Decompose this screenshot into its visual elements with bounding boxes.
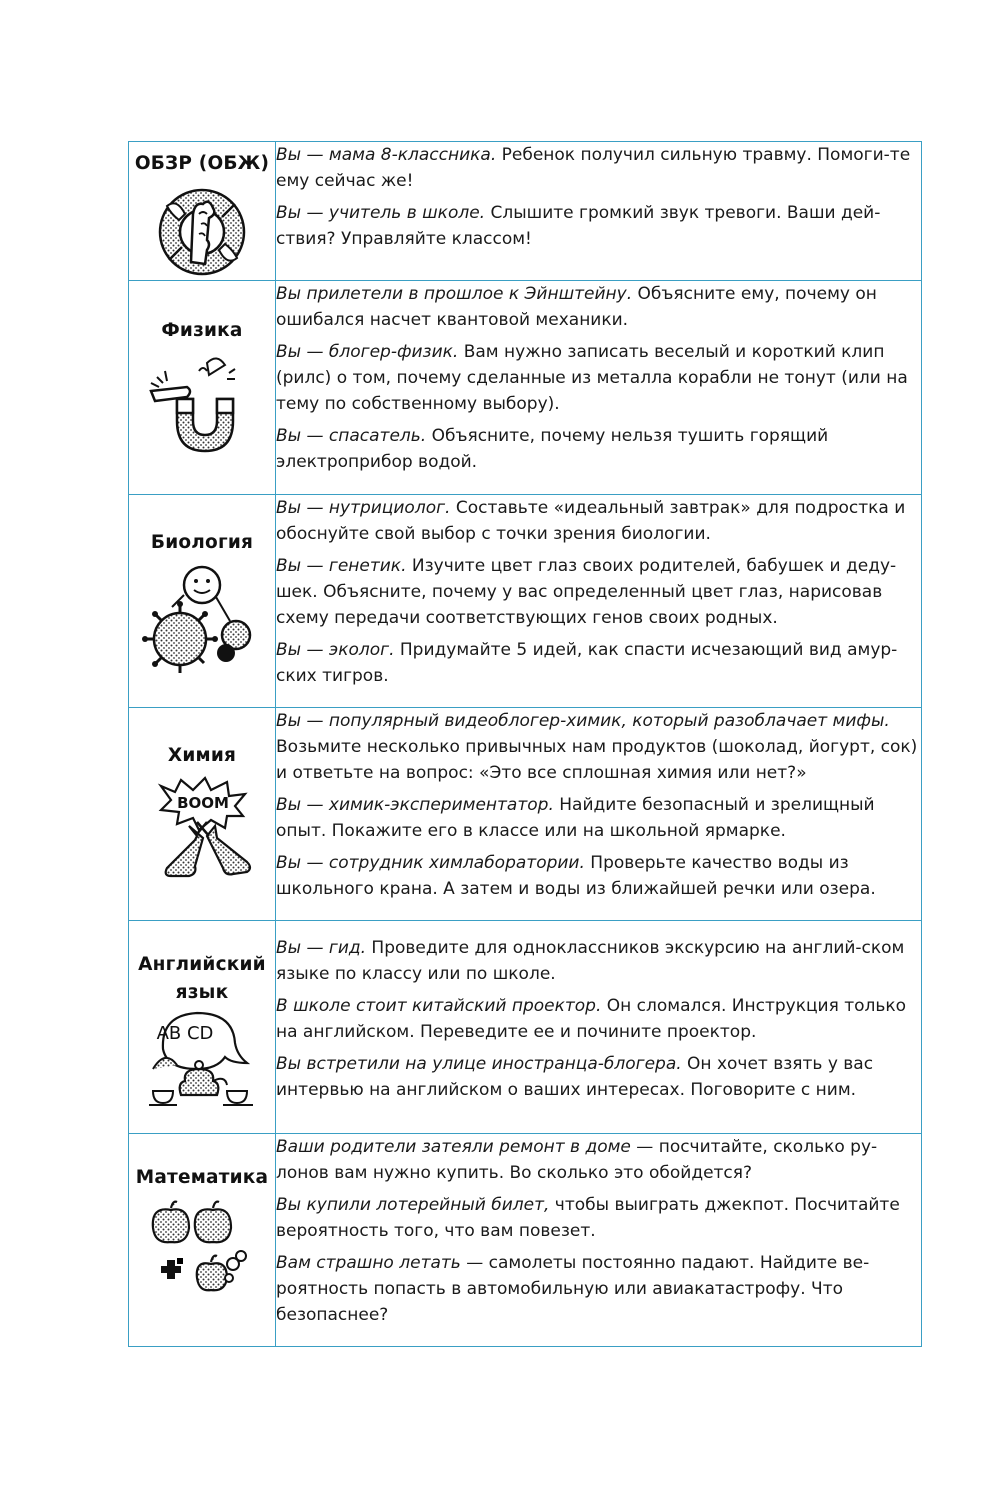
tasks-cell	[276, 1134, 922, 1347]
task-role: Вы — блогер-физик.	[276, 342, 459, 362]
task-item	[276, 935, 921, 987]
task-role: Ваши родители затеяли ремонт в доме	[276, 1137, 631, 1157]
task-text: Вам нужно записать веселый и короткий клип (рилс) о том, почему сделанные из металла корабли не тонут (или на тему по собственному выбору).	[276, 342, 908, 414]
task-item	[276, 993, 921, 1045]
task-role: Вы — популярный видеоблогер-химик, который разоблачает мифы.	[276, 711, 890, 731]
task-role: Вы — учитель в школе.	[276, 203, 486, 223]
task-item	[276, 1134, 921, 1186]
subject-title: Математика	[135, 1167, 269, 1188]
task-item	[276, 792, 921, 844]
task-item	[276, 200, 921, 252]
subject-title: Английский язык	[138, 954, 266, 1003]
task-item	[276, 495, 921, 547]
task-item	[276, 708, 921, 786]
task-role: Вы — генетик.	[276, 556, 407, 576]
table-row	[129, 142, 922, 281]
subject-cell	[129, 495, 276, 708]
task-text: Проверьте качество воды из школьного крана. А затем и воды из ближайшей речки или озера.	[276, 853, 876, 899]
table-row	[129, 1134, 922, 1347]
roles-table	[128, 141, 922, 1347]
task-text: Он сломался. Инструкция только на английском. Переведите ее и почините проектор.	[276, 996, 907, 1042]
task-role: Вы — спасатель.	[276, 426, 427, 446]
task-text: Проведите для одноклассников экскурсию на англий-ском языке по классу или по школе.	[276, 938, 905, 984]
task-item	[276, 850, 921, 902]
subject-title: Биология	[150, 532, 254, 553]
task-role: Вы — гид.	[276, 938, 367, 958]
subject-cell	[129, 708, 276, 921]
task-text: Объясните ему, почему он ошибался насчет квантовой механики.	[276, 284, 877, 330]
task-role: Вам страшно летать	[276, 1253, 461, 1273]
task-text: Изучите цвет глаз своих родителей, бабушек и деду-шек. Объясните, почему у вас определенный цвет глаз, нарисовав схему передачи соответствующих генов своих родных.	[276, 556, 897, 628]
tasks-cell	[276, 281, 922, 495]
task-text: — самолеты постоянно падают. Найдите ве-роятность попасть в автомобильную или авиакатастрофу. Что безопаснее?	[276, 1253, 870, 1325]
task-text: Слышите громкий звук тревоги. Ваши дей-ствия? Управляйте классом!	[276, 203, 881, 249]
boom-flasks-icon	[147, 776, 257, 884]
task-item	[276, 281, 921, 333]
magnet-icon	[147, 351, 257, 461]
table-row	[129, 281, 922, 495]
subject-title: Физика	[161, 320, 243, 341]
task-text: Придумайте 5 идей, как спасти исчезающий вид амур-ских тигров.	[276, 640, 898, 686]
task-text: Объясните, почему нельзя тушить горящий электроприбор водой.	[276, 426, 829, 472]
subject-cell	[129, 142, 276, 281]
subject-cell	[129, 281, 276, 495]
task-role: Вы — мама 8-классника.	[276, 145, 497, 165]
task-role: Вы — химик-экспериментатор.	[276, 795, 554, 815]
task-text: Возьмите несколько привычных нам продуктов (шоколад, йогурт, сок) и ответьте на вопрос: «Это все сплошная химия или нет?»	[276, 737, 918, 783]
boom-text: BOOM	[177, 794, 229, 812]
subject-title: Химия	[167, 745, 237, 766]
task-item	[276, 142, 921, 194]
subject-title: ОБЗР (ОБЖ)	[134, 153, 270, 174]
task-role: В школе стоит китайский проектор.	[276, 996, 602, 1016]
task-item	[276, 1250, 921, 1328]
task-text: Ребенок получил сильную травму. Помоги-те ему сейчас же!	[276, 145, 911, 191]
task-text: Найдите безопасный и зрелищный опыт. Покажите его в классе или на школьной ярмарке.	[276, 795, 875, 841]
table-row	[129, 495, 922, 708]
task-item	[276, 637, 921, 689]
table-row	[129, 921, 922, 1134]
task-role: Вы — сотрудник химлаборатории.	[276, 853, 585, 873]
tasks-cell	[276, 921, 922, 1134]
task-item	[276, 1051, 921, 1103]
task-item	[276, 553, 921, 631]
task-text: Составьте «идеальный завтрак» для подростка и обоснуйте свой выбор с точки зрения биологии.	[276, 498, 906, 544]
abcd-text: AB CD	[156, 1023, 214, 1044]
task-text: — посчитайте, сколько ру-лонов вам нужно купить. Во сколько это обойдется?	[276, 1137, 878, 1183]
subject-cell	[129, 1134, 276, 1347]
subject-cell	[129, 921, 276, 1134]
tasks-cell	[276, 708, 922, 921]
tasks-cell	[276, 142, 922, 281]
table-row	[129, 708, 922, 921]
apples-plus-icon	[147, 1198, 257, 1298]
task-role: Вы встретили на улице иностранца-блогера.	[276, 1054, 682, 1074]
task-item	[276, 423, 921, 475]
task-role: Вы — нутрициолог.	[276, 498, 451, 518]
tasks-cell	[276, 495, 922, 708]
task-role: Вы купили лотерейный билет,	[276, 1195, 550, 1215]
task-role: Вы — эколог.	[276, 640, 395, 660]
task-role: Вы прилетели в прошлое к Эйнштейну.	[276, 284, 633, 304]
task-text: Он хочет взять у вас интервью на английском о ваших интересах. Поговорите с ним.	[276, 1054, 874, 1100]
task-item	[276, 339, 921, 417]
cell-face-icon	[142, 563, 262, 675]
task-text: чтобы выиграть джекпот. Посчитайте вероятность того, что вам повезет.	[276, 1195, 900, 1241]
task-item	[276, 1192, 921, 1244]
lifebuoy-hand-icon	[147, 184, 257, 280]
abcd-teapot-icon	[147, 1009, 257, 1109]
